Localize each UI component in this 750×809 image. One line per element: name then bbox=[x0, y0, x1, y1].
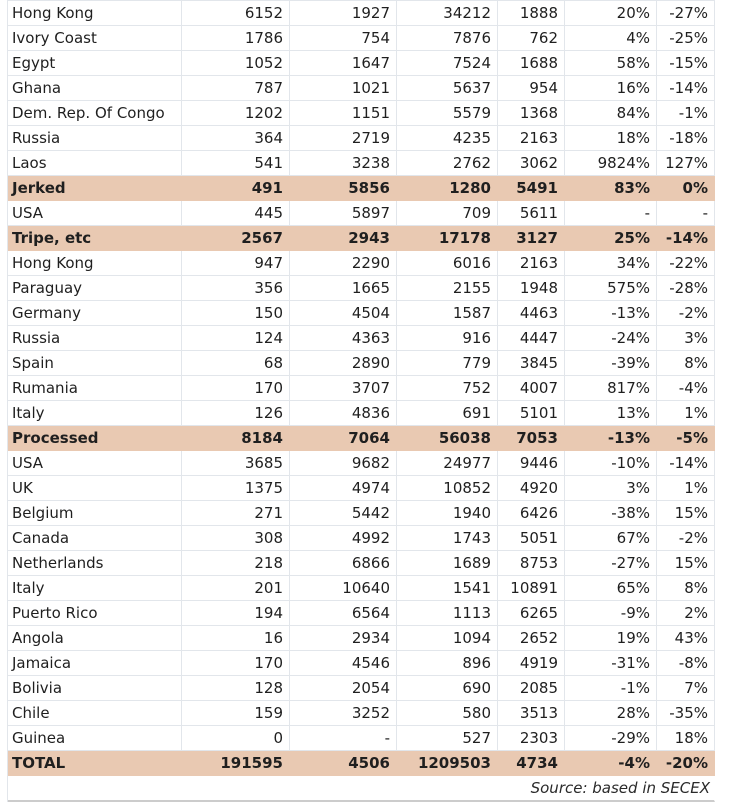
cell-change2: 7% bbox=[657, 676, 715, 701]
cell-change1: 20% bbox=[565, 1, 657, 26]
table-row bbox=[8, 476, 715, 501]
table-row bbox=[8, 451, 715, 476]
cell-value4: 1688 bbox=[498, 51, 565, 76]
row-label: Russia bbox=[8, 326, 182, 351]
row-label: Laos bbox=[8, 151, 182, 176]
row-label: Spain bbox=[8, 351, 182, 376]
cell-change1: 25% bbox=[565, 226, 657, 251]
cell-change2: - bbox=[657, 201, 715, 226]
cell-change2: -22% bbox=[657, 251, 715, 276]
row-label: Hong Kong bbox=[8, 1, 182, 26]
cell-change2: -2% bbox=[657, 526, 715, 551]
section-row bbox=[8, 176, 715, 201]
cell-value3: 1209503 bbox=[397, 751, 498, 776]
cell-value4: 1948 bbox=[498, 276, 565, 301]
row-label: Egypt bbox=[8, 51, 182, 76]
cell-value3: 4235 bbox=[397, 126, 498, 151]
cell-value1: 947 bbox=[182, 251, 290, 276]
row-label: Jamaica bbox=[8, 651, 182, 676]
cell-value3: 24977 bbox=[397, 451, 498, 476]
cell-change1: 34% bbox=[565, 251, 657, 276]
cell-change1: -1% bbox=[565, 676, 657, 701]
cell-value2: 7064 bbox=[290, 426, 397, 451]
row-label: Belgium bbox=[8, 501, 182, 526]
cell-value1: 159 bbox=[182, 701, 290, 726]
cell-value1: 356 bbox=[182, 276, 290, 301]
cell-value2: 4506 bbox=[290, 751, 397, 776]
cell-value1: 201 bbox=[182, 576, 290, 601]
cell-change1: -27% bbox=[565, 551, 657, 576]
cell-value2: 2890 bbox=[290, 351, 397, 376]
cell-value4: 3513 bbox=[498, 701, 565, 726]
cell-value3: 527 bbox=[397, 726, 498, 751]
cell-value3: 1940 bbox=[397, 501, 498, 526]
cell-value1: 308 bbox=[182, 526, 290, 551]
cell-change1: 19% bbox=[565, 626, 657, 651]
row-label: TOTAL bbox=[8, 751, 182, 776]
cell-value4: 954 bbox=[498, 76, 565, 101]
cell-change2: -4% bbox=[657, 376, 715, 401]
cell-value1: 150 bbox=[182, 301, 290, 326]
cell-change2: 43% bbox=[657, 626, 715, 651]
cell-value4: 5051 bbox=[498, 526, 565, 551]
cell-change2: -15% bbox=[657, 51, 715, 76]
cell-value4: 6265 bbox=[498, 601, 565, 626]
cell-change1: 28% bbox=[565, 701, 657, 726]
cell-value4: 2303 bbox=[498, 726, 565, 751]
cell-change1: 575% bbox=[565, 276, 657, 301]
cell-change2: 1% bbox=[657, 476, 715, 501]
cell-value2: 2943 bbox=[290, 226, 397, 251]
cell-value3: 5637 bbox=[397, 76, 498, 101]
cell-value4: 1888 bbox=[498, 1, 565, 26]
cell-change2: -27% bbox=[657, 1, 715, 26]
cell-change2: 127% bbox=[657, 151, 715, 176]
cell-change2: -14% bbox=[657, 226, 715, 251]
table-row bbox=[8, 301, 715, 326]
cell-value1: 1786 bbox=[182, 26, 290, 51]
row-label: Puerto Rico bbox=[8, 601, 182, 626]
cell-value2: - bbox=[290, 726, 397, 751]
row-label: Tripe, etc bbox=[8, 226, 182, 251]
cell-value4: 4920 bbox=[498, 476, 565, 501]
table-footer bbox=[8, 776, 715, 802]
row-label: USA bbox=[8, 201, 182, 226]
cell-value2: 3238 bbox=[290, 151, 397, 176]
cell-value4: 2085 bbox=[498, 676, 565, 701]
table-row bbox=[8, 401, 715, 426]
cell-value3: 709 bbox=[397, 201, 498, 226]
cell-change2: 15% bbox=[657, 501, 715, 526]
row-label: Angola bbox=[8, 626, 182, 651]
row-label: Bolivia bbox=[8, 676, 182, 701]
table-row bbox=[8, 551, 715, 576]
row-label: Italy bbox=[8, 401, 182, 426]
section-row bbox=[8, 226, 715, 251]
cell-value2: 1665 bbox=[290, 276, 397, 301]
cell-value3: 896 bbox=[397, 651, 498, 676]
row-label: Italy bbox=[8, 576, 182, 601]
cell-change2: -1% bbox=[657, 101, 715, 126]
cell-change2: -14% bbox=[657, 76, 715, 101]
cell-change1: - bbox=[565, 201, 657, 226]
cell-value1: 3685 bbox=[182, 451, 290, 476]
cell-value4: 9446 bbox=[498, 451, 565, 476]
cell-value4: 6426 bbox=[498, 501, 565, 526]
cell-value2: 1021 bbox=[290, 76, 397, 101]
cell-change2: 15% bbox=[657, 551, 715, 576]
cell-value2: 3252 bbox=[290, 701, 397, 726]
row-label: Dem. Rep. Of Congo bbox=[8, 101, 182, 126]
cell-change2: -8% bbox=[657, 651, 715, 676]
cell-value4: 5611 bbox=[498, 201, 565, 226]
cell-value1: 124 bbox=[182, 326, 290, 351]
cell-value3: 690 bbox=[397, 676, 498, 701]
cell-value2: 2054 bbox=[290, 676, 397, 701]
cell-value3: 1541 bbox=[397, 576, 498, 601]
table-row bbox=[8, 351, 715, 376]
source-note-row bbox=[8, 776, 715, 802]
table-row bbox=[8, 101, 715, 126]
cell-value4: 4007 bbox=[498, 376, 565, 401]
cell-value2: 9682 bbox=[290, 451, 397, 476]
cell-change2: -2% bbox=[657, 301, 715, 326]
cell-change2: 3% bbox=[657, 326, 715, 351]
cell-change2: 0% bbox=[657, 176, 715, 201]
row-label: UK bbox=[8, 476, 182, 501]
row-label: Russia bbox=[8, 126, 182, 151]
cell-change1: 58% bbox=[565, 51, 657, 76]
cell-change1: 18% bbox=[565, 126, 657, 151]
row-label: Chile bbox=[8, 701, 182, 726]
cell-value2: 1927 bbox=[290, 1, 397, 26]
cell-change1: 13% bbox=[565, 401, 657, 426]
row-label: Processed bbox=[8, 426, 182, 451]
cell-value2: 1151 bbox=[290, 101, 397, 126]
cell-value1: 16 bbox=[182, 626, 290, 651]
cell-value4: 7053 bbox=[498, 426, 565, 451]
cell-value1: 126 bbox=[182, 401, 290, 426]
cell-value3: 34212 bbox=[397, 1, 498, 26]
cell-value3: 7876 bbox=[397, 26, 498, 51]
row-label: Netherlands bbox=[8, 551, 182, 576]
table-row bbox=[8, 276, 715, 301]
cell-value1: 1052 bbox=[182, 51, 290, 76]
row-label: Rumania bbox=[8, 376, 182, 401]
cell-change2: 18% bbox=[657, 726, 715, 751]
cell-change1: 4% bbox=[565, 26, 657, 51]
cell-value1: 194 bbox=[182, 601, 290, 626]
cell-value3: 10852 bbox=[397, 476, 498, 501]
row-label: Paraguay bbox=[8, 276, 182, 301]
cell-change1: 83% bbox=[565, 176, 657, 201]
cell-value4: 4734 bbox=[498, 751, 565, 776]
row-label: Germany bbox=[8, 301, 182, 326]
cell-value3: 5579 bbox=[397, 101, 498, 126]
cell-value3: 6016 bbox=[397, 251, 498, 276]
cell-value1: 6152 bbox=[182, 1, 290, 26]
cell-change1: 67% bbox=[565, 526, 657, 551]
cell-value2: 4363 bbox=[290, 326, 397, 351]
cell-value4: 2652 bbox=[498, 626, 565, 651]
cell-change1: 84% bbox=[565, 101, 657, 126]
cell-value1: 491 bbox=[182, 176, 290, 201]
cell-change1: -13% bbox=[565, 301, 657, 326]
cell-value1: 8184 bbox=[182, 426, 290, 451]
cell-change2: -5% bbox=[657, 426, 715, 451]
cell-value4: 2163 bbox=[498, 251, 565, 276]
cell-change1: -38% bbox=[565, 501, 657, 526]
table-body bbox=[8, 1, 715, 776]
cell-value3: 2155 bbox=[397, 276, 498, 301]
cell-change1: 65% bbox=[565, 576, 657, 601]
cell-value3: 752 bbox=[397, 376, 498, 401]
cell-value1: 1202 bbox=[182, 101, 290, 126]
cell-value3: 580 bbox=[397, 701, 498, 726]
cell-change1: 817% bbox=[565, 376, 657, 401]
cell-change2: 8% bbox=[657, 576, 715, 601]
cell-value1: 128 bbox=[182, 676, 290, 701]
cell-change1: -29% bbox=[565, 726, 657, 751]
cell-value4: 2163 bbox=[498, 126, 565, 151]
table-row bbox=[8, 26, 715, 51]
source-note: Source: based in SECEX bbox=[8, 776, 715, 802]
cell-change2: -20% bbox=[657, 751, 715, 776]
cell-change1: -31% bbox=[565, 651, 657, 676]
row-label: Ghana bbox=[8, 76, 182, 101]
table-row bbox=[8, 526, 715, 551]
cell-value2: 5442 bbox=[290, 501, 397, 526]
cell-value4: 5491 bbox=[498, 176, 565, 201]
section-row bbox=[8, 426, 715, 451]
cell-value4: 10891 bbox=[498, 576, 565, 601]
cell-value3: 1280 bbox=[397, 176, 498, 201]
cell-value2: 4992 bbox=[290, 526, 397, 551]
cell-value1: 68 bbox=[182, 351, 290, 376]
cell-value3: 7524 bbox=[397, 51, 498, 76]
cell-value3: 691 bbox=[397, 401, 498, 426]
cell-change2: 1% bbox=[657, 401, 715, 426]
cell-value1: 218 bbox=[182, 551, 290, 576]
cell-change1: -13% bbox=[565, 426, 657, 451]
row-label: Canada bbox=[8, 526, 182, 551]
table-row bbox=[8, 626, 715, 651]
cell-change1: -4% bbox=[565, 751, 657, 776]
cell-value2: 3707 bbox=[290, 376, 397, 401]
cell-value4: 1368 bbox=[498, 101, 565, 126]
cell-value2: 10640 bbox=[290, 576, 397, 601]
cell-value4: 4463 bbox=[498, 301, 565, 326]
cell-value2: 5856 bbox=[290, 176, 397, 201]
cell-value3: 1094 bbox=[397, 626, 498, 651]
table-row bbox=[8, 126, 715, 151]
table-row bbox=[8, 601, 715, 626]
cell-change1: 9824% bbox=[565, 151, 657, 176]
cell-value4: 8753 bbox=[498, 551, 565, 576]
cell-change1: -9% bbox=[565, 601, 657, 626]
cell-value1: 191595 bbox=[182, 751, 290, 776]
table-row bbox=[8, 376, 715, 401]
table-row bbox=[8, 326, 715, 351]
table-row bbox=[8, 76, 715, 101]
cell-change2: -14% bbox=[657, 451, 715, 476]
table-row bbox=[8, 701, 715, 726]
table-row bbox=[8, 51, 715, 76]
cell-value3: 1113 bbox=[397, 601, 498, 626]
cell-value2: 4974 bbox=[290, 476, 397, 501]
cell-value2: 4504 bbox=[290, 301, 397, 326]
cell-change2: -35% bbox=[657, 701, 715, 726]
cell-value2: 6866 bbox=[290, 551, 397, 576]
table-row bbox=[8, 251, 715, 276]
cell-value4: 762 bbox=[498, 26, 565, 51]
cell-value2: 754 bbox=[290, 26, 397, 51]
cell-change2: 2% bbox=[657, 601, 715, 626]
cell-value3: 916 bbox=[397, 326, 498, 351]
cell-value2: 5897 bbox=[290, 201, 397, 226]
cell-value1: 1375 bbox=[182, 476, 290, 501]
cell-change2: -18% bbox=[657, 126, 715, 151]
cell-value1: 2567 bbox=[182, 226, 290, 251]
table-row bbox=[8, 201, 715, 226]
cell-change1: 16% bbox=[565, 76, 657, 101]
cell-change2: -28% bbox=[657, 276, 715, 301]
cell-value4: 3845 bbox=[498, 351, 565, 376]
cell-value4: 5101 bbox=[498, 401, 565, 426]
table-row bbox=[8, 1, 715, 26]
cell-value1: 0 bbox=[182, 726, 290, 751]
cell-value1: 787 bbox=[182, 76, 290, 101]
cell-value1: 541 bbox=[182, 151, 290, 176]
cell-value2: 2934 bbox=[290, 626, 397, 651]
cell-value2: 1647 bbox=[290, 51, 397, 76]
cell-value4: 4919 bbox=[498, 651, 565, 676]
cell-value3: 56038 bbox=[397, 426, 498, 451]
cell-value3: 1587 bbox=[397, 301, 498, 326]
cell-value4: 3062 bbox=[498, 151, 565, 176]
table-row bbox=[8, 651, 715, 676]
cell-value2: 4546 bbox=[290, 651, 397, 676]
row-label: USA bbox=[8, 451, 182, 476]
cell-change1: -10% bbox=[565, 451, 657, 476]
cell-value3: 2762 bbox=[397, 151, 498, 176]
table-row bbox=[8, 676, 715, 701]
row-label: Hong Kong bbox=[8, 251, 182, 276]
row-label: Guinea bbox=[8, 726, 182, 751]
cell-change1: -39% bbox=[565, 351, 657, 376]
cell-value2: 4836 bbox=[290, 401, 397, 426]
table-row bbox=[8, 151, 715, 176]
cell-value2: 2290 bbox=[290, 251, 397, 276]
cell-value3: 779 bbox=[397, 351, 498, 376]
cell-value1: 170 bbox=[182, 376, 290, 401]
cell-value2: 2719 bbox=[290, 126, 397, 151]
table-row bbox=[8, 501, 715, 526]
cell-change2: -25% bbox=[657, 26, 715, 51]
table-row bbox=[8, 726, 715, 751]
cell-value1: 271 bbox=[182, 501, 290, 526]
cell-value3: 1743 bbox=[397, 526, 498, 551]
total-row bbox=[8, 751, 715, 776]
cell-value1: 445 bbox=[182, 201, 290, 226]
cell-value1: 364 bbox=[182, 126, 290, 151]
cell-change1: 3% bbox=[565, 476, 657, 501]
cell-value1: 170 bbox=[182, 651, 290, 676]
row-label: Ivory Coast bbox=[8, 26, 182, 51]
cell-change2: 8% bbox=[657, 351, 715, 376]
cell-value3: 1689 bbox=[397, 551, 498, 576]
export-data-table bbox=[7, 0, 715, 802]
cell-value4: 4447 bbox=[498, 326, 565, 351]
cell-value3: 17178 bbox=[397, 226, 498, 251]
cell-value2: 6564 bbox=[290, 601, 397, 626]
row-label: Jerked bbox=[8, 176, 182, 201]
cell-value4: 3127 bbox=[498, 226, 565, 251]
cell-change1: -24% bbox=[565, 326, 657, 351]
table-row bbox=[8, 576, 715, 601]
